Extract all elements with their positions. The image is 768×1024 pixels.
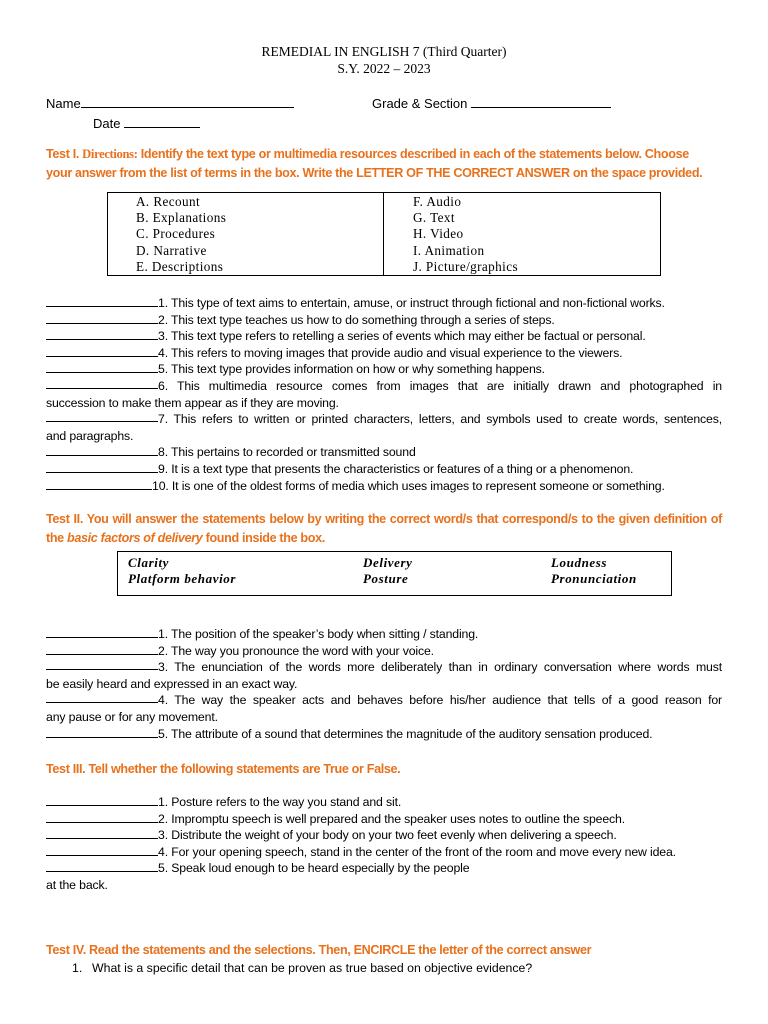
list-item: 4. For your opening speech, stand in the center of the front of the room and move every new idea.	[46, 844, 722, 861]
test4-question-1: 1. What is a specific detail that can be proven as true based on objective evidence?	[72, 961, 533, 975]
list-item: 1. Posture refers to the way you stand and sit.	[46, 794, 722, 811]
answer-blank[interactable]	[46, 659, 158, 670]
list-item-continued: any pause or for any movement.	[46, 709, 218, 724]
factor-pronunciation: Pronunciation	[551, 571, 637, 586]
answer-blank[interactable]	[46, 727, 158, 738]
test3-title: Test III. Tell whether the following statements are True or False.	[46, 762, 401, 776]
answer-blank[interactable]	[46, 462, 158, 473]
grade-blank[interactable]	[471, 95, 611, 108]
answer-blank[interactable]	[46, 378, 158, 389]
name-label: Name	[46, 96, 81, 111]
factor-clarity: Clarity	[128, 555, 170, 570]
answer-blank[interactable]	[46, 313, 158, 324]
list-item: 3. The enunciation of the words more deliberately than in ordinary conversation where words must	[46, 659, 722, 676]
factor-platform-behavior: Platform behavior	[128, 571, 237, 586]
list-item: 1. This type of text aims to entertain, amuse, or instruct through fictional and non-fictional works.	[46, 295, 722, 312]
list-item: 5. Speak loud enough to be heard especially by the people	[46, 860, 722, 877]
list-item: 2. Impromptu speech is well prepared and the speaker uses notes to outline the speech.	[46, 811, 722, 828]
terms-divider	[383, 193, 384, 275]
answer-blank[interactable]	[46, 346, 158, 357]
list-item: 7. This refers to written or printed characters, letters, and symbols used to create words, sentences,	[46, 411, 722, 428]
list-item: 10. It is one of the oldest forms of media which uses images to represent someone or something.	[46, 478, 722, 495]
answer-blank[interactable]	[46, 692, 158, 703]
list-item: 1. The position of the speaker’s body when sitting / standing.	[46, 626, 722, 643]
answer-blank[interactable]	[46, 411, 158, 422]
test1-questions	[46, 295, 722, 494]
list-item: 5. The attribute of a sound that determines the magnitude of the auditory sensation produced.	[46, 726, 722, 743]
question-number: 1.	[72, 961, 83, 975]
grade-section-field[interactable]	[372, 95, 611, 111]
term-g: G. Text	[413, 210, 455, 226]
term-e: E. Descriptions	[136, 258, 224, 274]
test1-title: Test I.	[46, 147, 80, 161]
terms-box	[107, 192, 661, 276]
name-blank[interactable]	[81, 95, 294, 108]
date-label: Date	[93, 116, 121, 131]
basic-factors-text: basic factors of delivery	[67, 531, 203, 545]
factor-delivery: Delivery	[363, 555, 413, 570]
list-item-continued: and paragraphs.	[46, 428, 134, 443]
test2-directions-line2: the basic factors of delivery found inside the box.	[46, 531, 325, 545]
answer-blank[interactable]	[46, 795, 158, 806]
test1-directions-line1: Test I. Directions: Identify the text type or multimedia resources described in each of the statements below. Choose	[46, 147, 689, 161]
name-field[interactable]	[46, 95, 294, 111]
answer-blank[interactable]	[46, 296, 158, 307]
terms-left-column	[136, 194, 226, 275]
answer-blank[interactable]	[46, 812, 158, 823]
term-d: D. Narrative	[136, 242, 207, 258]
list-item-continued: be easily heard and expressed in an exact way.	[46, 676, 298, 691]
factor-posture: Posture	[363, 571, 409, 586]
term-i: I. Animation	[413, 242, 485, 258]
factor-loudness: Loudness	[551, 555, 608, 570]
list-item: 2. The way you pronounce the word with your voice.	[46, 643, 722, 660]
school-year: S.Y. 2022 – 2023	[337, 61, 431, 76]
terms-right-column	[413, 194, 518, 275]
list-item: 6. This multimedia resource comes from images that are initially drawn and photographed in	[46, 378, 722, 395]
test1-directions-line2: your answer from the list of terms in the box. Write the LETTER OF THE CORRECT ANSWER on the space provided.	[46, 166, 703, 180]
page-title: REMEDIAL IN ENGLISH 7 (Third Quarter)	[261, 44, 507, 59]
answer-blank[interactable]	[46, 861, 158, 872]
list-item: 4. The way the speaker acts and behaves before his/her audience that tells of a good reason for	[46, 692, 722, 709]
factors-box	[117, 551, 672, 596]
date-blank[interactable]	[124, 115, 200, 128]
list-item-continued: succession to make them appear as if they are moving.	[46, 395, 339, 410]
list-item: 8. This pertains to recorded or transmitted sound	[46, 444, 722, 461]
list-item: 4. This refers to moving images that provide audio and visual experience to the viewers.	[46, 345, 722, 362]
list-item: 3. This text type refers to retelling a series of events which may either be factual or personal.	[46, 328, 722, 345]
term-f: F. Audio	[413, 194, 462, 209]
list-item: 2. This text type teaches us how to do something through a series of steps.	[46, 312, 722, 329]
grade-label: Grade & Section	[372, 96, 468, 111]
answer-blank[interactable]	[46, 828, 158, 839]
term-c: C. Procedures	[136, 226, 216, 242]
date-field[interactable]	[93, 115, 200, 131]
answer-blank[interactable]	[46, 479, 152, 490]
list-item: 5. This text type provides information on how or why something happens.	[46, 361, 722, 378]
list-item-continued: at the back.	[46, 877, 108, 892]
list-item: 9. It is a text type that presents the characteristics or features of a thing or a phenomenon.	[46, 461, 722, 478]
term-j: J. Picture/graphics	[413, 258, 519, 274]
term-h: H. Video	[413, 226, 464, 242]
answer-blank[interactable]	[46, 329, 158, 340]
list-item: 3. Distribute the weight of your body on your two feet evenly when delivering a speech.	[46, 827, 722, 844]
term-b: B. Explanations	[136, 210, 227, 226]
term-a: A. Recount	[136, 194, 201, 209]
test2-questions	[46, 626, 722, 742]
answer-blank[interactable]	[46, 362, 158, 373]
test4-title: Test IV. Read the statements and the selections. Then, ENCIRCLE the letter of the correct answer	[46, 943, 592, 957]
test1-directions-label: Directions:	[82, 147, 138, 161]
answer-blank[interactable]	[46, 644, 158, 655]
answer-blank[interactable]	[46, 445, 158, 456]
test3-questions	[46, 794, 722, 894]
answer-blank[interactable]	[46, 845, 158, 856]
answer-blank[interactable]	[46, 627, 158, 638]
test2-directions-line1: Test II. You will answer the statements below by writing the correct word/s that correspond/s to the given definition of	[46, 512, 722, 526]
